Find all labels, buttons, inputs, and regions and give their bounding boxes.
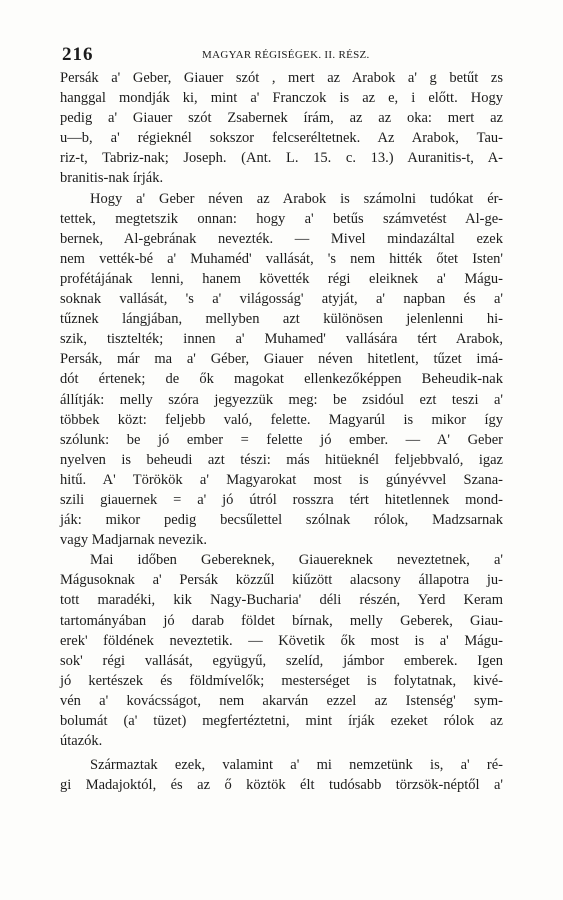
- text-line: állítják: melly szóra jegyezzük meg: be zsidóul ezt teszi a': [60, 391, 503, 408]
- text-line: szili giauernek = a' jó útról rosszra tért hitetlennek mond-: [60, 491, 503, 508]
- text-line: Persák, már ma a' Géber, Giauer néven hitetlent, tűzet imá-: [60, 351, 503, 368]
- text-line: tűznek lángjában, mellyben azt különösen jelenlenni hi-: [60, 311, 503, 328]
- text-line: bolumát (a' tüzet) megfertéztetni, mint írják ezeket rólok az: [60, 713, 503, 729]
- text-line: bernek, Al-gebrának nevezték. — Mivel mindazáltal ezek: [60, 230, 503, 247]
- text-line: u—b, a' régieknél sokszor felcseréltetnek. Az Arabok, Tau-: [60, 130, 503, 147]
- running-title: MAGYAR RÉGISÉGEK. II. RÉSZ.: [202, 49, 370, 61]
- text-line: erek' földének neveztetik. — Követik ők most is a' Mágu-: [60, 632, 503, 649]
- text-line: nem vették-bé a' Muhaméd' vallását, 's nem hitték őtet Isten': [60, 250, 503, 267]
- text-line: gi Madajoktól, és az ő köztök élt tudósabb törzsök-néptől a': [60, 777, 503, 794]
- text-line: többek közt: feljebb való, felette. Magyarúl is mikor így: [60, 411, 503, 428]
- text-line: Persák a' Geber, Giauer szót , mert az Arabok a' g betűt zs: [60, 70, 503, 86]
- text-line: Mai időben Gebereknek, Giauereknek neveztetnek, a': [90, 552, 503, 569]
- running-head: [62, 44, 522, 66]
- text-line: ják: mikor pedig becsűlettel szólnak rólok, Madzsarnak: [60, 512, 503, 529]
- text-line: profétájának lenni, hanem követték régi eleiknek a' Mágu-: [60, 270, 503, 287]
- body-text: [60, 68, 503, 795]
- page-number: 216: [62, 44, 94, 65]
- text-line: Hogy a' Geber néven az Arabok is számolni tudókat ér-: [90, 190, 503, 207]
- text-line: Mágusoknak a' Persák közzűl kiűzött alacsony állapotra ju-: [60, 572, 503, 589]
- text-line: vén a' kovácsságot, nem akarván ezzel az Istenség' sym-: [60, 692, 503, 709]
- text-line: sok' régi vallását, együgyű, szelíd, jámbor emberek. Igen: [60, 652, 503, 669]
- text-line: dót értenek; de ők magokat ellenkezőképpen Beheudik-nak: [60, 371, 503, 388]
- text-line: útazók.: [60, 733, 103, 750]
- text-line: riz-t, Tabriz-nak; Joseph. (Ant. L. 15. c. 13.) Auranitis-t, A-: [60, 150, 503, 167]
- text-line: szik, tisztelték; innen a' Muhamed' vallására tért Arabok,: [60, 331, 503, 348]
- text-line: branitis-nak írják.: [60, 170, 164, 187]
- text-line: vagy Madjarnak nevezik.: [60, 532, 207, 549]
- text-line: tott maradéki, kik Nagy-Bucharia' déli részén, Yerd Keram: [60, 592, 503, 609]
- text-line: tartományában jó darab földet bírnak, melly Geberek, Giau-: [60, 612, 503, 629]
- text-line: hitű. A' Törökök a' Magyarokat most is gúnyévvel Szana-: [60, 471, 503, 488]
- text-line: hanggal mondják ki, mint a' Franczok is az e, i előtt. Hogy: [60, 90, 503, 107]
- text-line: nyelven is beheudi azt tészi: más hitüeknél feljebbvaló, igaz: [60, 451, 503, 468]
- text-line: soknak vallását, 's a' világosság' atyját, a' napban és a': [60, 291, 503, 308]
- text-line: tettek, megtetszik onnan: hogy a' betűs számvetést Al-ge-: [60, 210, 503, 227]
- text-line: jó kertészek és földmívelők; mesterséget is folytatnak, kivé-: [60, 672, 503, 689]
- text-line: pedig a' Giauer szót Zsabernek írám, az az oka: mert az: [60, 110, 503, 127]
- text-line: Származtak ezek, valamint a' mi nemzetünk is, a' ré-: [90, 757, 503, 774]
- text-line: szólunk: be jó ember = felette jó ember. — A' Geber: [60, 431, 503, 448]
